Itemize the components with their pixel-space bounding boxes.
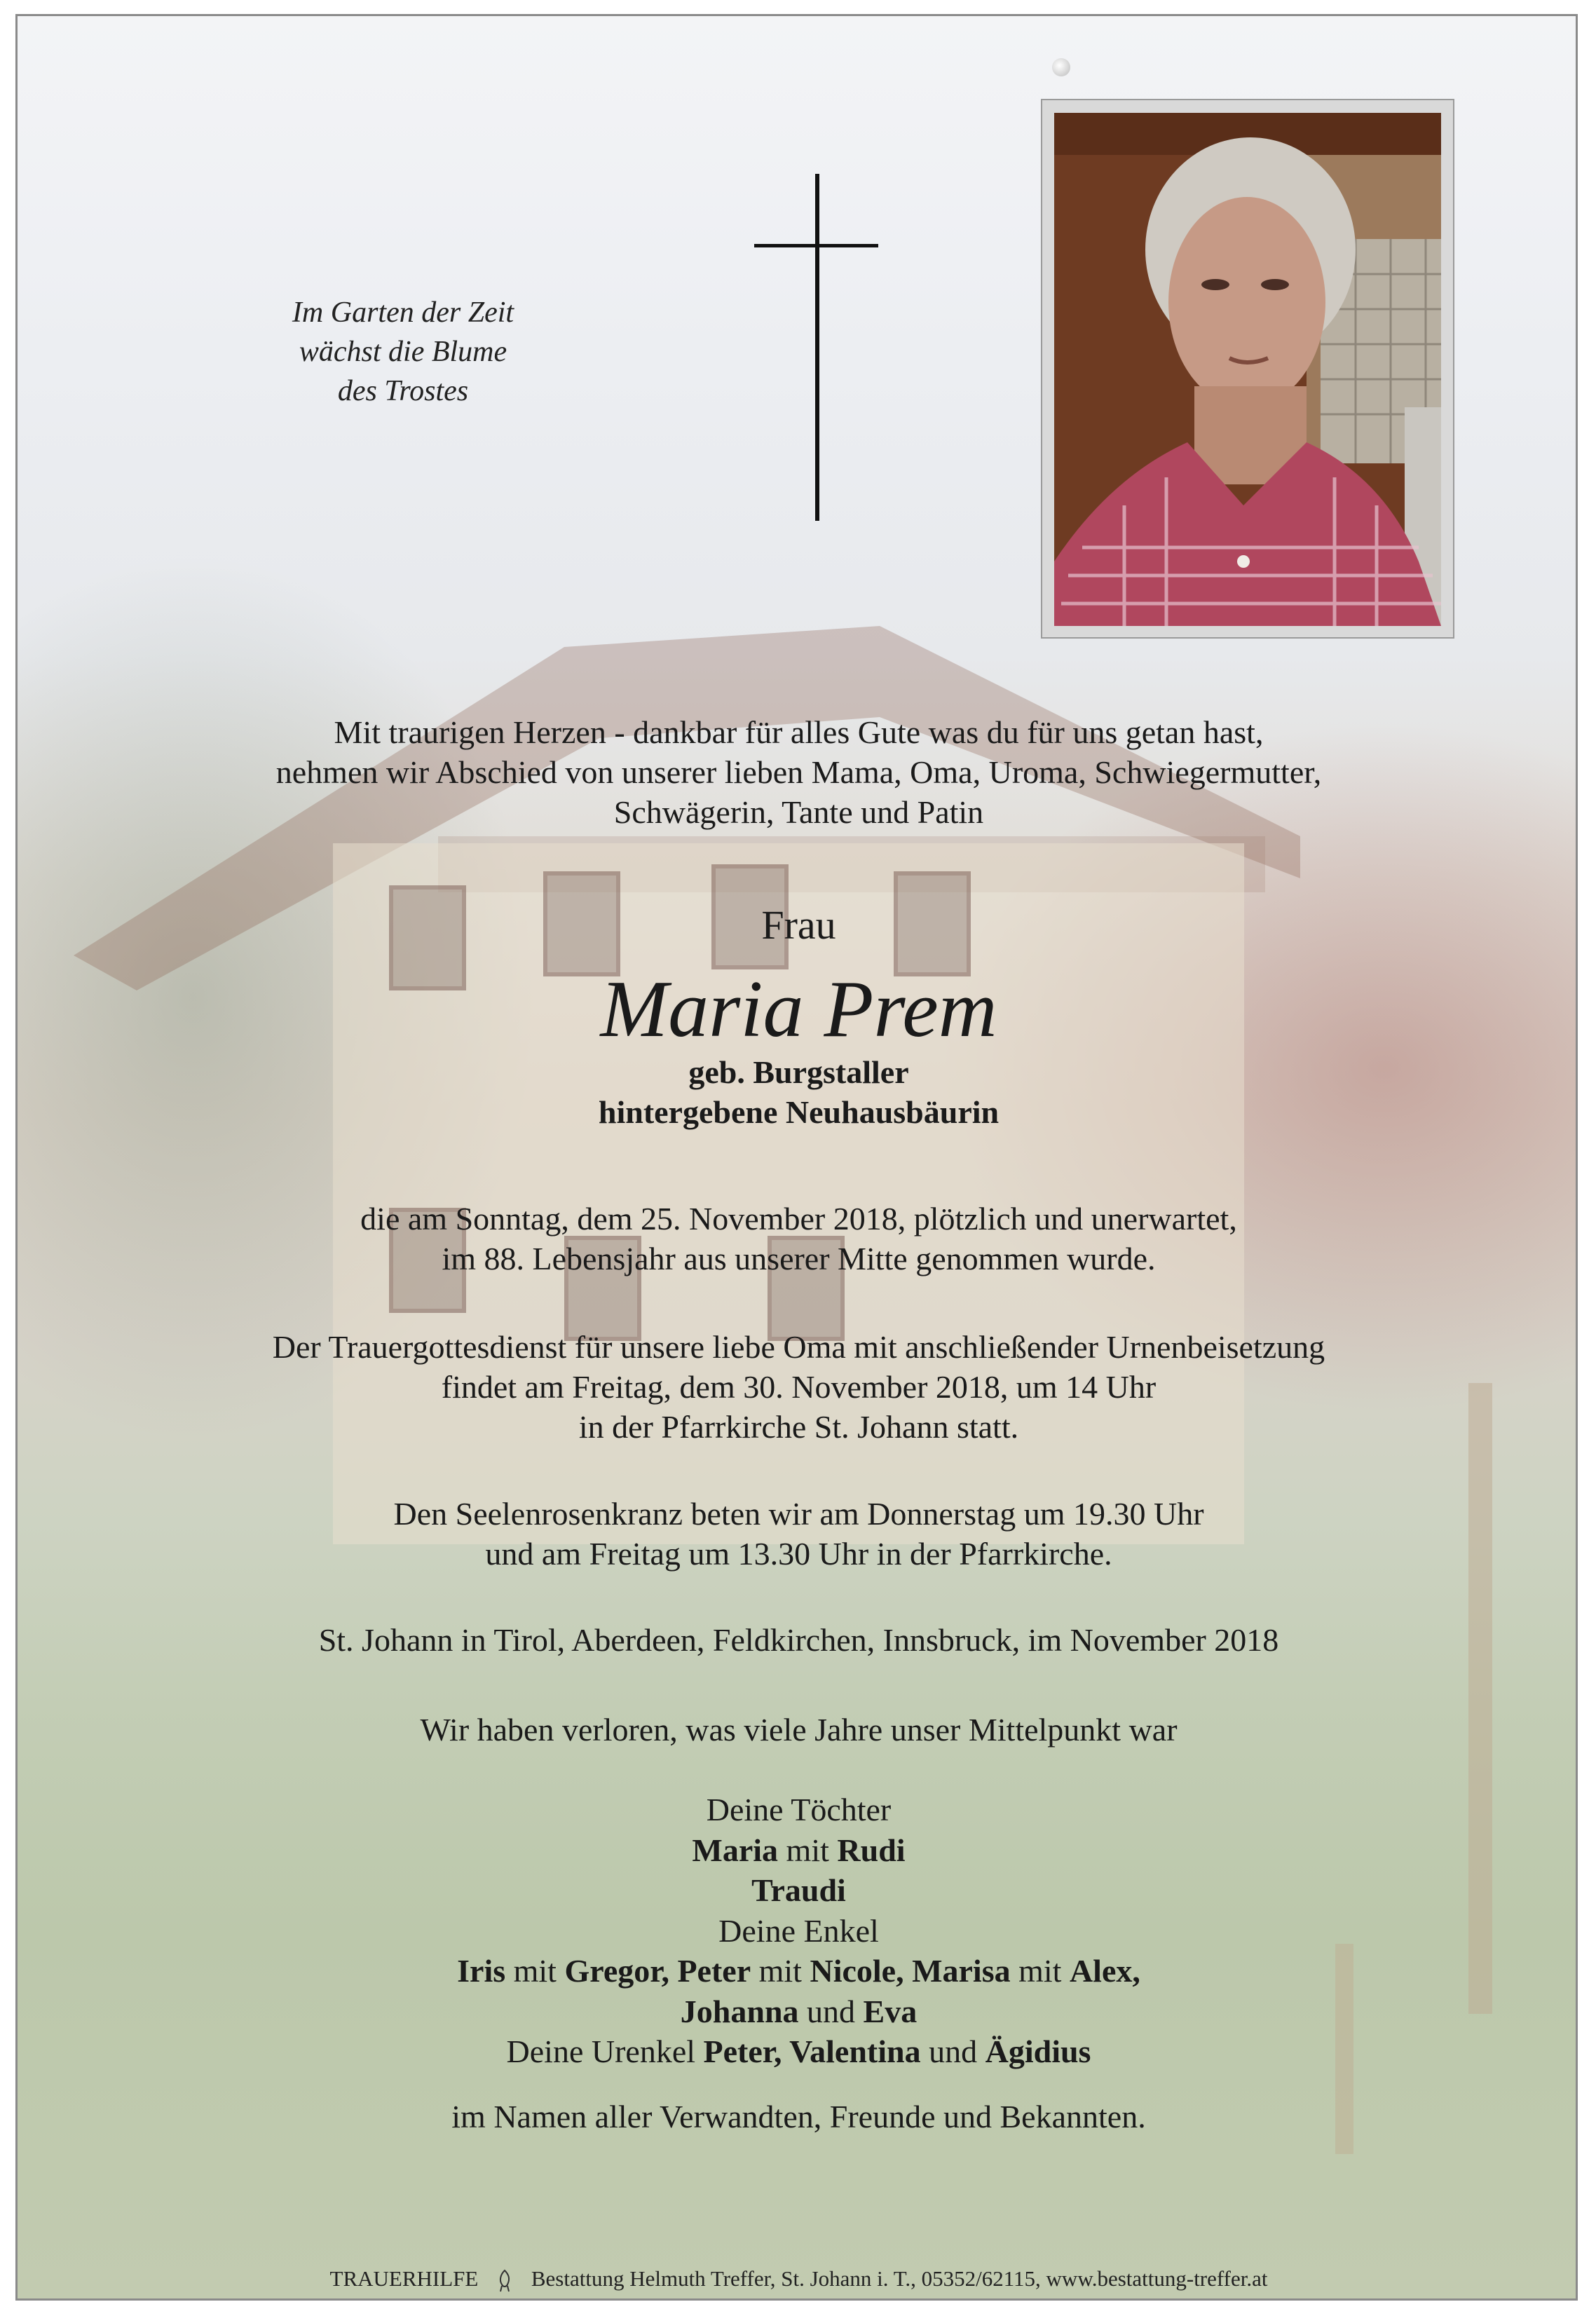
footer-contact: Bestattung Helmuth Treffer, St. Johann i. T., 05352/62115, www.bestattung-treffer.at	[531, 2266, 1268, 2291]
intro-text	[18, 712, 1578, 832]
motto: Wir haben verloren, was viele Jahre unser Mittelpunkt war	[420, 1712, 1178, 1748]
name-eva: Eva	[863, 1993, 918, 2029]
pin-icon	[1052, 58, 1070, 76]
death-line: im 88. Lebensjahr aus unserer Mitte genommen wurde.	[442, 1241, 1156, 1276]
word-mit: mit	[786, 1832, 829, 1868]
name-johanna: Johanna	[680, 1993, 799, 2029]
daughter-line	[18, 1830, 1578, 1871]
salutation: Frau	[761, 902, 836, 948]
daughter-line	[18, 1870, 1578, 1911]
great-grandchildren-line	[18, 2031, 1578, 2072]
intro-line: nehmen wir Abschied von unserer lieben Mama, Oma, Uroma, Schwiegermutter,	[275, 754, 1322, 790]
name-alex: Alex,	[1069, 1953, 1140, 1989]
intro-line: Mit traurigen Herzen - dankbar für alles Gute was du für uns getan hast,	[334, 714, 1264, 750]
word-und: und	[929, 2034, 978, 2069]
daughters-label: Deine Töchter	[706, 1792, 892, 1827]
name-traudi: Traudi	[751, 1872, 846, 1908]
grandchildren-line	[18, 1951, 1578, 1991]
word-mit: mit	[513, 1953, 557, 1989]
service-line: Der Trauergottesdienst für unsere liebe Oma mit anschließender Urnenbeisetzung	[272, 1329, 1325, 1365]
word-und: und	[807, 1993, 856, 2029]
name-rudi: Rudi	[837, 1832, 906, 1868]
portrait-photo	[1054, 113, 1441, 626]
footer-brand: TRAUERHILFE	[329, 2266, 479, 2291]
deceased-name: Maria Prem	[600, 965, 997, 1054]
name-gregor: Gregor,	[564, 1953, 669, 1989]
name-peter-valentina: Peter, Valentina	[703, 2034, 921, 2069]
cross-icon	[815, 174, 819, 521]
great-grandchildren-label: Deine Urenkel	[506, 2034, 696, 2069]
service-line: findet am Freitag, dem 30. November 2018, um 14 Uhr	[441, 1369, 1157, 1405]
quote-line: Im Garten der Zeit	[292, 297, 514, 329]
death-notice	[18, 1199, 1578, 1279]
name-aegidius: Ägidius	[985, 2034, 1091, 2069]
grandchildren-label: Deine Enkel	[718, 1912, 879, 1949]
quote-line: des Trostes	[337, 375, 469, 407]
name-nicole: Nicole,	[810, 1953, 904, 1989]
birth-name	[18, 1052, 1578, 1132]
dove-icon	[496, 2269, 513, 2293]
grandchildren-line	[18, 1991, 1578, 2032]
name-marisa: Marisa	[912, 1953, 1011, 1989]
rosary-line: Den Seelenrosenkranz beten wir am Donnerstag um 19.30 Uhr	[393, 1496, 1204, 1532]
background-photo-frame	[15, 14, 1578, 2301]
rosary-line: und am Freitag um 13.30 Uhr in der Pfarrkirche.	[485, 1536, 1112, 1572]
footer	[18, 2265, 1578, 2293]
closing-line: im Namen aller Verwandten, Freunde und Bekannten.	[451, 2099, 1146, 2134]
cross-icon-bar	[754, 244, 878, 247]
family-list	[18, 1790, 1578, 2072]
service-line: in der Pfarrkirche St. Johann statt.	[578, 1409, 1019, 1445]
name-maria: Maria	[692, 1832, 779, 1868]
word-mit: mit	[1018, 1953, 1062, 1989]
farm-title-line: hintergebene Neuhausbäurin	[598, 1094, 1000, 1130]
rosary-notice	[18, 1494, 1578, 1574]
birth-name-line: geb. Burgstaller	[688, 1054, 909, 1090]
funeral-service	[18, 1327, 1578, 1447]
word-mit: mit	[758, 1953, 802, 1989]
quote	[228, 293, 578, 411]
quote-line: wächst die Blume	[299, 336, 507, 368]
name-iris: Iris	[457, 1953, 506, 1989]
death-line: die am Sonntag, dem 25. November 2018, plötzlich und unerwartet,	[360, 1201, 1237, 1237]
places-date: St. Johann in Tirol, Aberdeen, Feldkirchen, Innsbruck, im November 2018	[318, 1622, 1279, 1658]
intro-line: Schwägerin, Tante und Patin	[613, 794, 984, 830]
name-peter: Peter	[677, 1953, 751, 1989]
